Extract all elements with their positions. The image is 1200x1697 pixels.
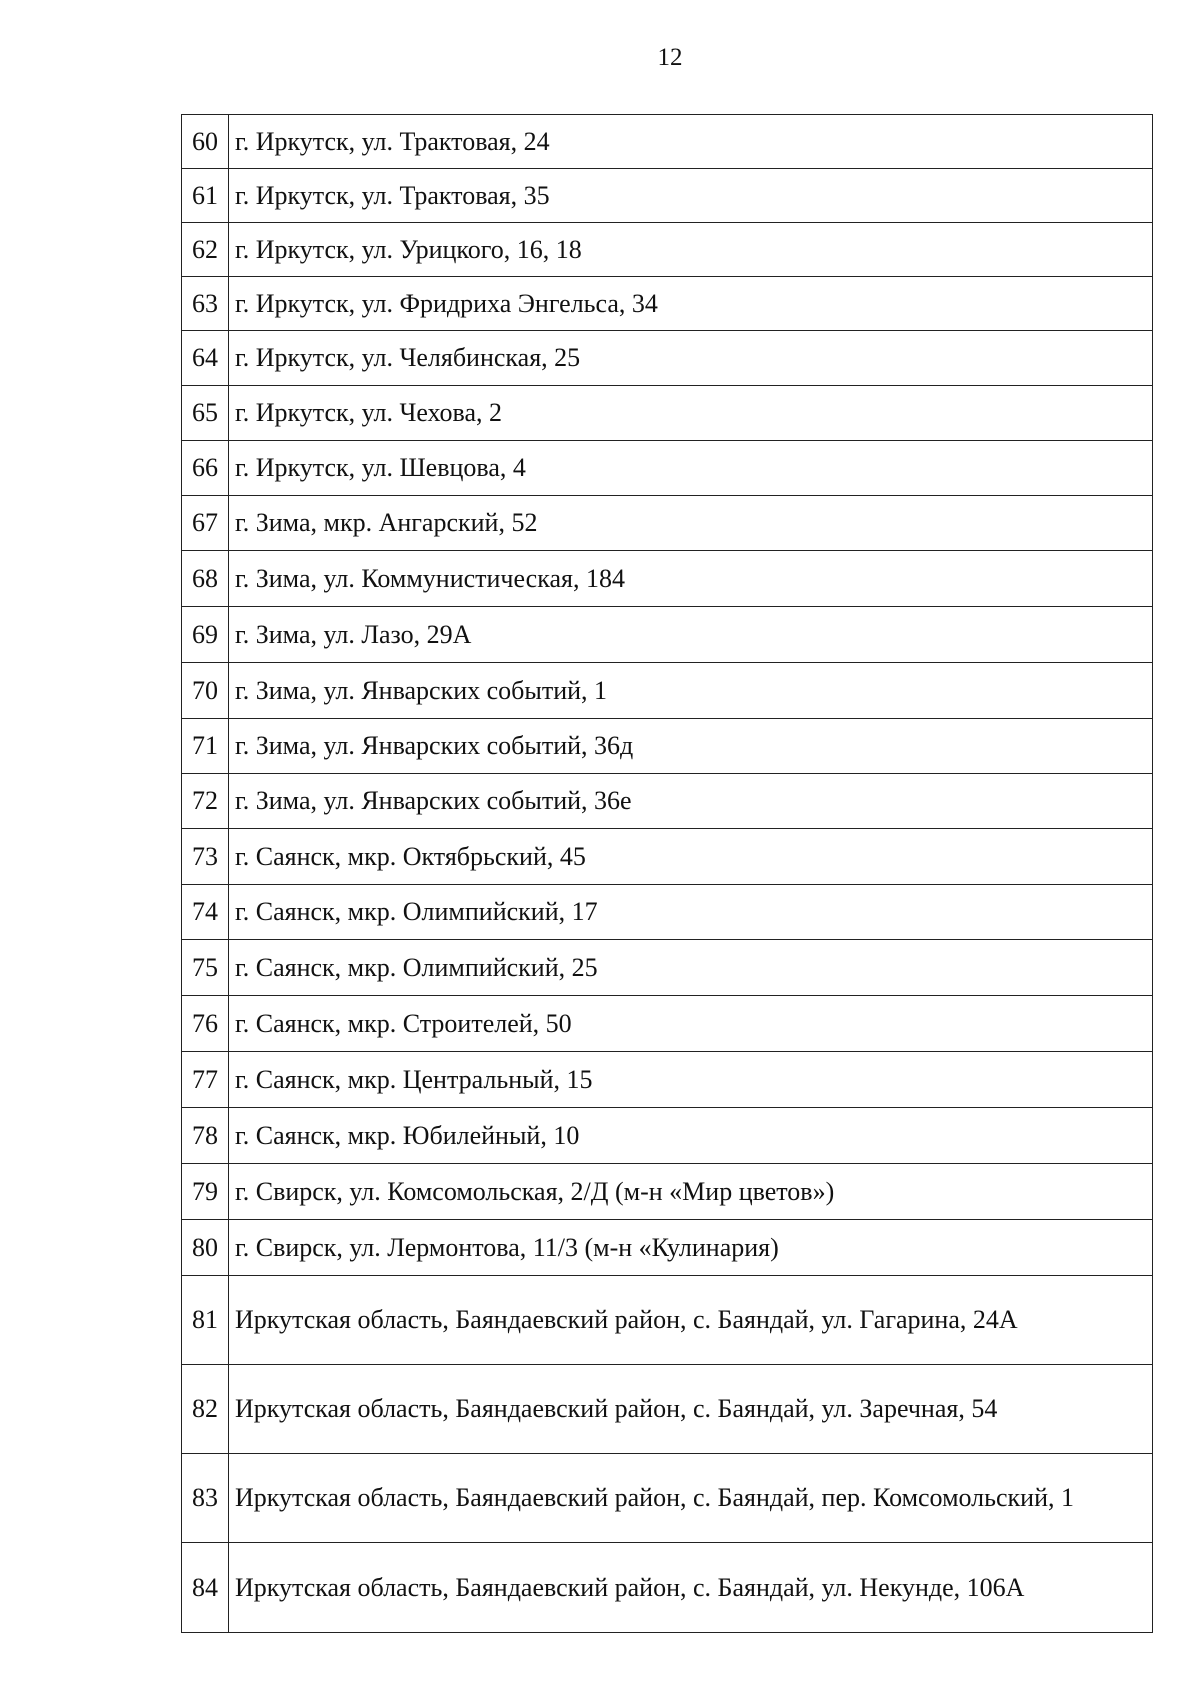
row-number: 60 — [182, 115, 229, 169]
row-address: г. Иркутск, ул. Фридриха Энгельса, 34 — [229, 277, 1153, 331]
row-number: 81 — [182, 1276, 229, 1365]
row-address: г. Зима, ул. Январских событий, 1 — [229, 663, 1153, 719]
row-number: 76 — [182, 996, 229, 1052]
row-address: г. Зима, ул. Лазо, 29А — [229, 607, 1153, 663]
row-number: 83 — [182, 1454, 229, 1543]
table-row — [182, 115, 1153, 169]
row-address: г. Иркутск, ул. Шевцова, 4 — [229, 441, 1153, 496]
row-address: г. Иркутск, ул. Трактовая, 35 — [229, 169, 1153, 223]
table-row — [182, 1454, 1153, 1543]
table-row — [182, 1365, 1153, 1454]
row-address: Иркутская область, Баяндаевский район, с. Баяндай, ул. Гагарина, 24А — [229, 1276, 1153, 1365]
row-address: г. Саянск, мкр. Олимпийский, 17 — [229, 885, 1153, 940]
row-number: 69 — [182, 607, 229, 663]
row-number: 74 — [182, 885, 229, 940]
row-address: г. Иркутск, ул. Челябинская, 25 — [229, 331, 1153, 386]
row-number: 70 — [182, 663, 229, 719]
row-number: 80 — [182, 1220, 229, 1276]
row-number: 61 — [182, 169, 229, 223]
row-number: 78 — [182, 1108, 229, 1164]
row-number: 71 — [182, 719, 229, 774]
row-number: 77 — [182, 1052, 229, 1108]
row-address: г. Саянск, мкр. Олимпийский, 25 — [229, 940, 1153, 996]
row-address: Иркутская область, Баяндаевский район, с. Баяндай, пер. Комсомольский, 1 — [229, 1454, 1153, 1543]
row-number: 62 — [182, 223, 229, 277]
row-address: г. Саянск, мкр. Юбилейный, 10 — [229, 1108, 1153, 1164]
table-row — [182, 386, 1153, 441]
table-row — [182, 277, 1153, 331]
row-address: г. Свирск, ул. Лермонтова, 11/3 (м-н «Кулинария) — [229, 1220, 1153, 1276]
table-row — [182, 1108, 1153, 1164]
table-row — [182, 1276, 1153, 1365]
address-table — [181, 114, 1153, 1633]
table-row — [182, 496, 1153, 551]
row-number: 68 — [182, 551, 229, 607]
row-number: 79 — [182, 1164, 229, 1220]
table-row — [182, 996, 1153, 1052]
row-number: 82 — [182, 1365, 229, 1454]
table-row — [182, 1220, 1153, 1276]
row-number: 73 — [182, 829, 229, 885]
table-row — [182, 885, 1153, 940]
row-address: г. Иркутск, ул. Трактовая, 24 — [229, 115, 1153, 169]
row-address: г. Зима, ул. Январских событий, 36е — [229, 774, 1153, 829]
row-number: 75 — [182, 940, 229, 996]
row-number: 63 — [182, 277, 229, 331]
table-row — [182, 223, 1153, 277]
row-number: 64 — [182, 331, 229, 386]
row-address: г. Саянск, мкр. Строителей, 50 — [229, 996, 1153, 1052]
table-row — [182, 829, 1153, 885]
table-row — [182, 607, 1153, 663]
row-address: г. Свирск, ул. Комсомольская, 2/Д (м-н «Мир цветов») — [229, 1164, 1153, 1220]
table-row — [182, 663, 1153, 719]
page-number: 12 — [657, 44, 683, 71]
row-number: 67 — [182, 496, 229, 551]
row-number: 65 — [182, 386, 229, 441]
table-row — [182, 331, 1153, 386]
table-row — [182, 1543, 1153, 1633]
table-row — [182, 1164, 1153, 1220]
table-row — [182, 940, 1153, 996]
row-address: Иркутская область, Баяндаевский район, с. Баяндай, ул. Некунде, 106А — [229, 1543, 1153, 1633]
row-address: г. Саянск, мкр. Октябрьский, 45 — [229, 829, 1153, 885]
row-address: г. Зима, мкр. Ангарский, 52 — [229, 496, 1153, 551]
row-address: г. Иркутск, ул. Чехова, 2 — [229, 386, 1153, 441]
row-address: Иркутская область, Баяндаевский район, с. Баяндай, ул. Заречная, 54 — [229, 1365, 1153, 1454]
table-row — [182, 169, 1153, 223]
table-row — [182, 774, 1153, 829]
row-address: г. Зима, ул. Коммунистическая, 184 — [229, 551, 1153, 607]
row-number: 84 — [182, 1543, 229, 1633]
table-row — [182, 551, 1153, 607]
row-number: 66 — [182, 441, 229, 496]
table-row — [182, 1052, 1153, 1108]
table-row — [182, 719, 1153, 774]
row-address: г. Иркутск, ул. Урицкого, 16, 18 — [229, 223, 1153, 277]
row-number: 72 — [182, 774, 229, 829]
table-row — [182, 441, 1153, 496]
row-address: г. Зима, ул. Январских событий, 36д — [229, 719, 1153, 774]
row-address: г. Саянск, мкр. Центральный, 15 — [229, 1052, 1153, 1108]
